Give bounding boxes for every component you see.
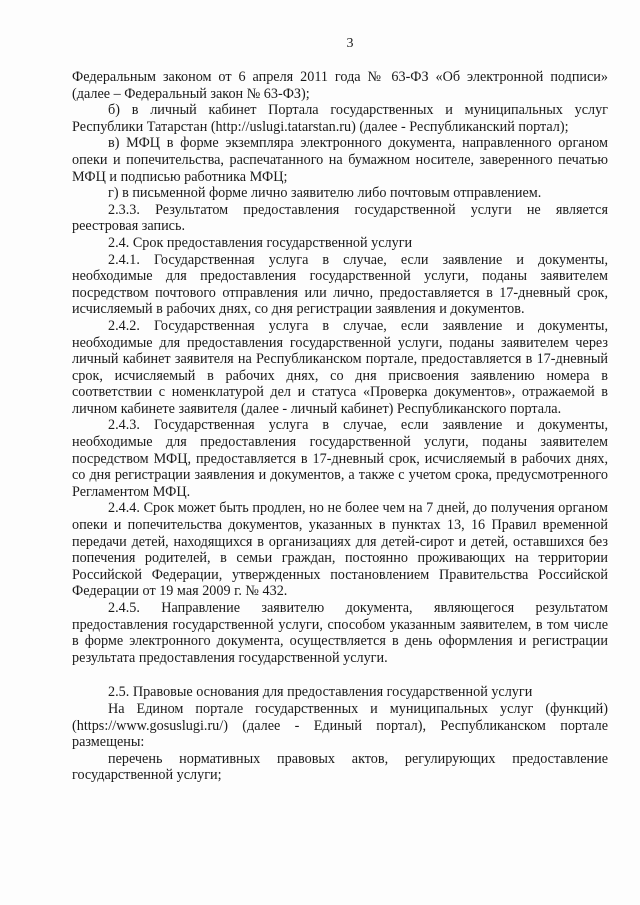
paragraph-item-g: г) в письменной форме лично заявителю либо почтовым отправлением. (108, 185, 542, 202)
heading-2-4: 2.4. Срок предоставления государственной услуги (108, 234, 413, 251)
page-number: 3 (346, 36, 354, 51)
paragraph-2-4-5: 2.4.5. Направление заявителю документа, являющегося результатом предоставления государственной услуги, способом указанным заявителем, в том числе в форме электронного документа, осуществляется в день оформления и регистрации результата предоставления государственной услуги. (72, 600, 608, 666)
paragraph-list-of-acts: перечень нормативных правовых актов, регулирующих предоставление государственной услуги; (72, 750, 608, 784)
paragraph-unified-portal: На Едином портале государственных и муниципальных услуг (функций) (https://www.gosuslugi.ru/) (далее - Единый портал), Республиканском портале размещены: (72, 700, 608, 751)
paragraph-federal-law: Федеральным законом от 6 апреля 2011 года № 63-ФЗ «Об электронной подписи» (далее – Федеральный закон № 63-ФЗ); (72, 69, 608, 102)
paragraph-2-4-1: 2.4.1. Государственная услуга в случае, если заявление и документы, необходимые для предоставления государственной услуги, поданы заявителем посредством почтового отправления или лично, предоставляется в 17-дневный срок, исчисляемый в рабочих днях, со дня регистрации заявления и документов. (72, 251, 608, 318)
paragraph-2-4-2: 2.4.2. Государственная услуга в случае, если заявление и документы, необходимые для предоставления государственной услуги, поданы заявителем через личный кабинет заявителя на Республиканском портале, предоставляется в 17-дневный срок, исчисляемый в рабочих днях, со дня присвоения заявлению номера в соответствии с номенклатурой дел и статуса «Проверка документов», отражаемой в личном кабинете заявителя (далее - личный кабинет) Республиканского портала. (72, 317, 608, 417)
heading-2-5: 2.5. Правовые основания для предоставления государственной услуги (108, 684, 533, 701)
section-gap (72, 666, 608, 684)
paragraph-2-4-3: 2.4.3. Государственная услуга в случае, если заявление и документы, необходимые для предоставления государственной услуги, поданы заявителем посредством МФЦ, предоставляется в 17-дневный срок, исчисляемый в рабочих днях, со дня регистрации заявления и документов, а также с учетом срока, предусмотренного Регламентом МФЦ. (72, 417, 608, 500)
paragraph-item-v: в) МФЦ в форме экземпляра электронного документа, направленного органом опеки и попечительства, распечатанного на бумажном носителе, заверенного печатью МФЦ и подписью работника МФЦ; (72, 135, 608, 185)
paragraph-2-4-4: 2.4.4. Срок может быть продлен, но не более чем на 7 дней, до получения органом опеки и попечительства документов, указанных в пунктах 13, 16 Правил временной передачи детей, находящихся в организациях для детей-сирот и детей, оставшихся без попечения родителей, в семьи граждан, постоянно проживающих на территории Российской Федерации, утвержденных постановлением Правительства Российской Федерации от 19 мая 2009 г. № 432. (72, 500, 608, 600)
paragraph-item-b: б) в личный кабинет Портала государственных и муниципальных услуг Республики Татарстан (http://uslugi.tatarstan.ru) (далее - Республиканский портал); (72, 102, 608, 135)
paragraph-2-3-3: 2.3.3. Результатом предоставления государственной услуги не является реестровая запись. (72, 201, 608, 235)
